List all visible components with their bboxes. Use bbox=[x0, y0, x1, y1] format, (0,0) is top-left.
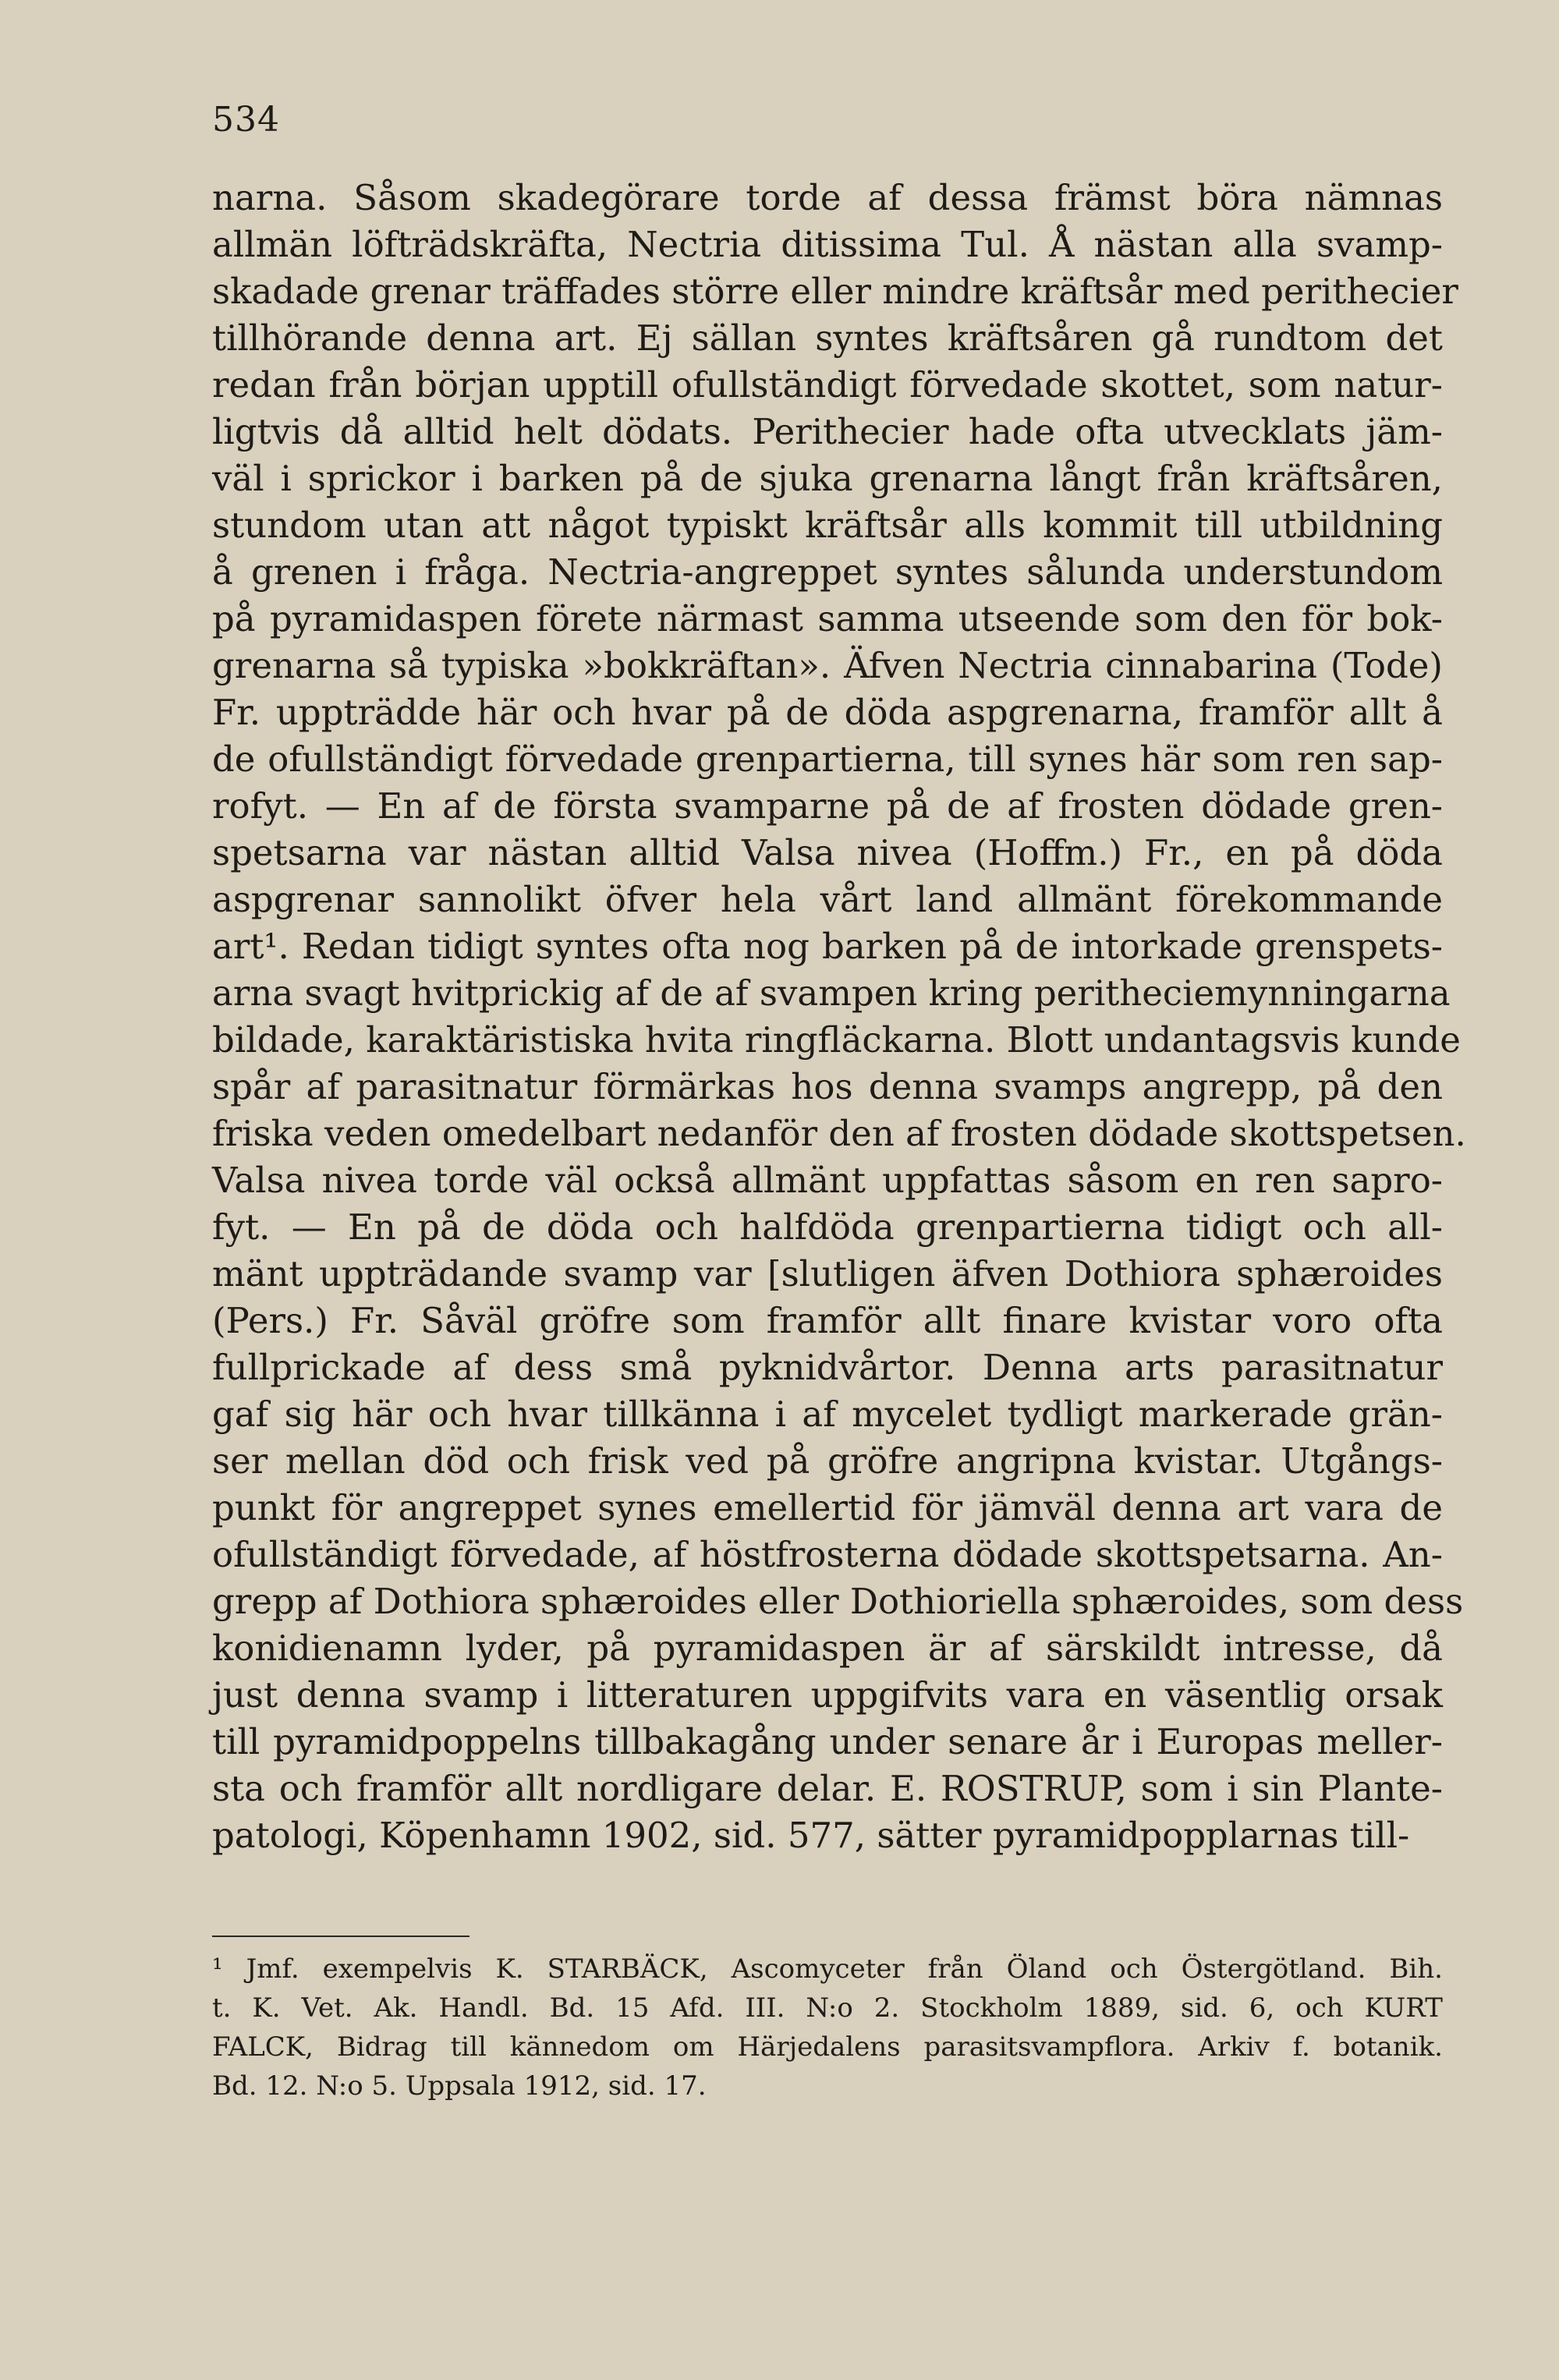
text-line: narna. Såsom skadegörare torde af dessa främst böra nämnas bbox=[212, 177, 1443, 218]
text-line: på pyramidaspen förete närmast samma utseende som den för bok- bbox=[212, 598, 1443, 639]
text-line: arna svagt hvitprickig af de af svampen kring peritheciemynningarna bbox=[212, 972, 1451, 1014]
text-line: konidienamn lyder, på pyramidaspen är af särskildt intresse, då bbox=[212, 1627, 1443, 1669]
text-line: skadade grenar träffades större eller mindre kräftsår med perithecier bbox=[212, 271, 1458, 312]
text-line: väl i sprickor i barken på de sjuka grenarna långt från kräftsåren, bbox=[212, 458, 1443, 499]
text-line: ser mellan död och frisk ved på gröfre angripna kvistar. Utgångs- bbox=[212, 1440, 1443, 1482]
text-line: de ofullständigt förvedade grenpartierna, till synes här som ren sap- bbox=[212, 738, 1443, 780]
text-line: tillhörande denna art. Ej sällan syntes kräftsåren gå rundtom det bbox=[212, 317, 1443, 359]
footnotes bbox=[212, 1950, 1443, 2106]
text-line: Valsa nivea torde väl också allmänt uppfattas såsom en ren sapro- bbox=[212, 1160, 1443, 1201]
text-line: bildade, karaktäristiska hvita ringfläckarna. Blott undantagsvis kunde bbox=[212, 1019, 1461, 1061]
text-line: (Pers.) Fr. Såväl gröfre som framför allt finare kvistar voro ofta bbox=[212, 1300, 1443, 1341]
page-number: 534 bbox=[212, 100, 280, 140]
footnote-line: t. K. Vet. Ak. Handl. Bd. 15 Afd. III. N:o 2. Stockholm 1889, sid. 6, och KURT bbox=[212, 1992, 1443, 2024]
text-line: punkt för angreppet synes emellertid för jämväl denna art vara de bbox=[212, 1487, 1443, 1528]
text-line: fyt. — En på de döda och halfdöda grenpartierna tidigt och all- bbox=[212, 1206, 1443, 1248]
text-line: grenarna så typiska »bokkräftan». Äfven Nectria cinnabarina (Tode) bbox=[212, 645, 1443, 686]
text-line: friska veden omedelbart nedanför den af frosten dödade skottspetsen. bbox=[212, 1113, 1466, 1154]
footnote-line: FALCK, Bidrag till kännedom om Härjedalens parasitsvampflora. Arkiv f. botanik. bbox=[212, 2031, 1443, 2063]
text-line: spetsarna var nästan alltid Valsa nivea (Hoffm.) Fr., en på döda bbox=[212, 832, 1443, 873]
text-line: gaf sig här och hvar tillkänna i af mycelet tydligt markerade grän- bbox=[212, 1394, 1443, 1435]
text-line: allmän löfträdskräfta, Nectria ditissima Tul. Å nästan alla svamp- bbox=[212, 224, 1443, 265]
text-line: patologi, Köpenhamn 1902, sid. 577, sätter pyramidpopplarnas till- bbox=[212, 1815, 1410, 1856]
text-line: mänt uppträdande svamp var [slutligen äfven Dothiora sphæroides bbox=[212, 1253, 1443, 1294]
text-line: stundom utan att något typiskt kräftsår alls kommit till utbildning bbox=[212, 505, 1443, 546]
text-line: aspgrenar sannolikt öfver hela vårt land allmänt förekommande bbox=[212, 879, 1443, 920]
body-text bbox=[212, 175, 1466, 1859]
text-line: redan från början upptill ofullständigt förvedade skottet, som natur- bbox=[212, 364, 1443, 406]
text-line: ofullständigt förvedade, af höstfrosterna dödade skottspetsarna. An- bbox=[212, 1534, 1443, 1575]
text-line: grepp af Dothiora sphæroides eller Dothioriella sphæroides, som dess bbox=[212, 1581, 1464, 1622]
text-line: rofyt. — En af de första svamparne på de af frosten dödade gren- bbox=[212, 785, 1443, 827]
text-line: sta och framför allt nordligare delar. E. ROSTRUP, som i sin Plante- bbox=[212, 1768, 1443, 1809]
text-line: ligtvis då alltid helt dödats. Perithecier hade ofta utvecklats jäm- bbox=[212, 411, 1443, 452]
text-line: å grenen i fråga. Nectria-angreppet syntes sålunda understundom bbox=[212, 551, 1443, 593]
footnote-divider bbox=[212, 1936, 469, 1937]
text-line: art¹. Redan tidigt syntes ofta nog barken på de intorkade grenspets- bbox=[212, 926, 1443, 967]
text-line: fullprickade af dess små pyknidvårtor. Denna arts parasitnatur bbox=[212, 1347, 1443, 1388]
text-line: Fr. uppträdde här och hvar på de döda aspgrenarna, framför allt å bbox=[212, 692, 1443, 733]
text-line: just denna svamp i litteraturen uppgifvits vara en väsentlig orsak bbox=[212, 1674, 1443, 1716]
text-line: spår af parasitnatur förmärkas hos denna svamps angrepp, på den bbox=[212, 1066, 1443, 1107]
footnote-line: Bd. 12. N:o 5. Uppsala 1912, sid. 17. bbox=[212, 2070, 707, 2102]
footnote-line: ¹ Jmf. exempelvis K. STARBÄCK, Ascomyceter från Öland och Östergötland. Bih. bbox=[212, 1953, 1443, 1985]
text-line: till pyramidpoppelns tillbakagång under senare år i Europas meller- bbox=[212, 1721, 1443, 1762]
